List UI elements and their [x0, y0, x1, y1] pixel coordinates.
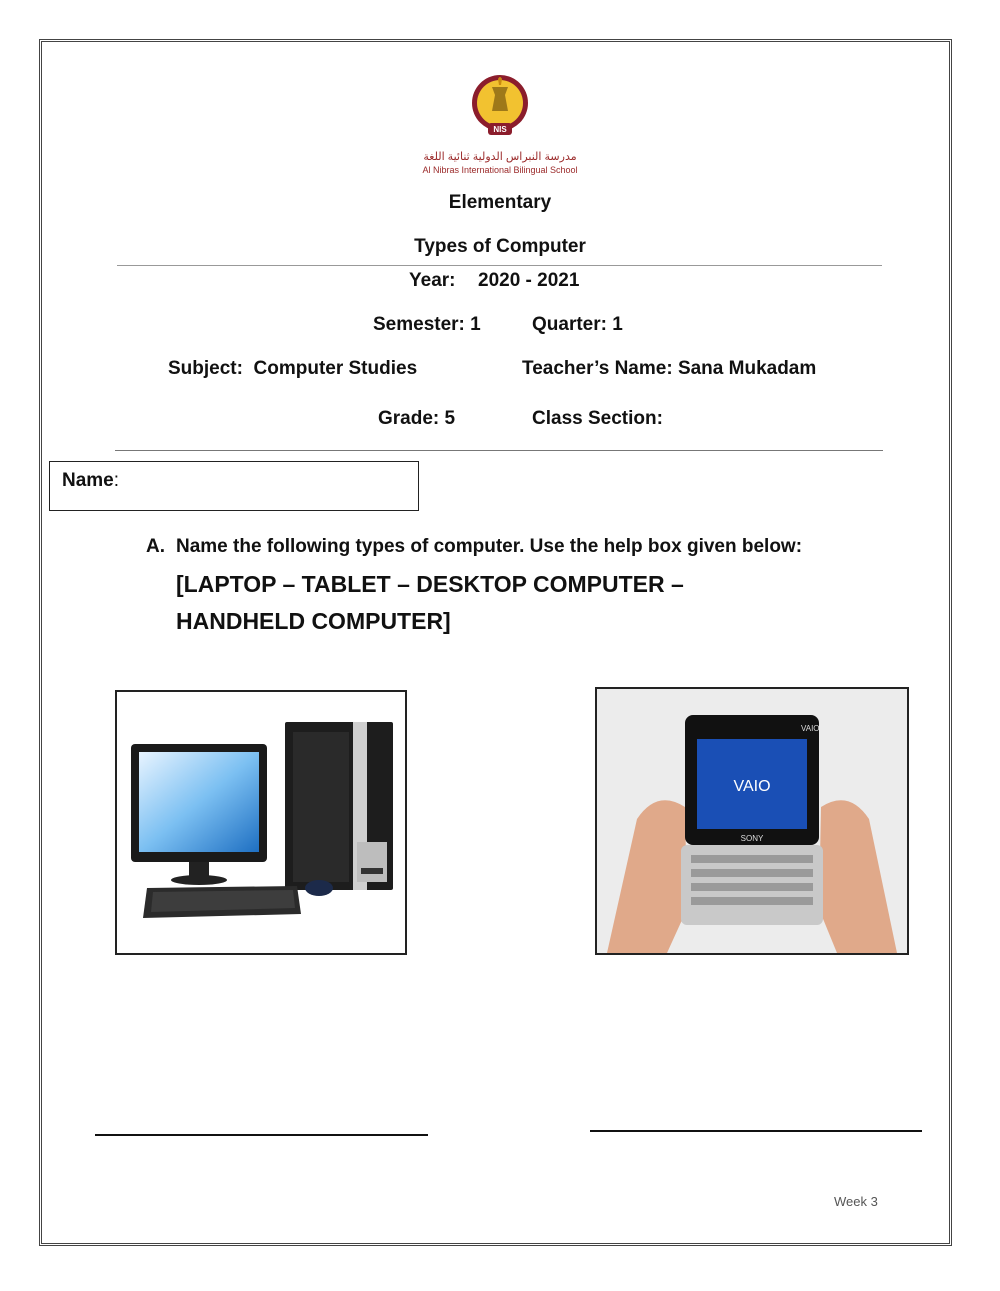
handheld-computer-image [595, 687, 909, 955]
divider-top [117, 265, 882, 266]
desktop-computer-illustration [117, 692, 405, 953]
class-section: Class Section: [532, 408, 663, 429]
help-box: [LAPTOP – TABLET – DESKTOP COMPUTER – HANDHELD COMPUTER] [176, 571, 684, 634]
grade: Grade: 5 [378, 408, 456, 429]
handheld-computer-illustration [597, 689, 907, 953]
year-label: Year: [409, 270, 456, 291]
answer-line-left[interactable] [95, 1134, 428, 1136]
week-label: Week 3 [834, 1194, 878, 1209]
school-logo [470, 73, 530, 139]
name-colon: : [113, 470, 120, 491]
answer-line-right[interactable] [590, 1130, 922, 1132]
handheld-brand-top: VAIO [801, 724, 820, 733]
school-name-arabic: مدرسة النبراس الدولية ثنائية اللغة [423, 151, 577, 163]
question-letter: A. [146, 536, 165, 557]
year-value: 2020 - 2021 [478, 270, 580, 291]
subject: Subject: Computer Studies [168, 358, 418, 379]
semester: Semester: 1 [373, 314, 481, 335]
desktop-computer-image [115, 690, 407, 955]
question-text: Name the following types of computer. Use the help box given below: [176, 536, 803, 557]
level-heading: Elementary [448, 192, 552, 213]
school-name-english: Al Nibras International Bilingual School [422, 165, 578, 175]
divider-bottom [115, 450, 883, 451]
name-field[interactable] [49, 461, 419, 511]
topic-heading: Types of Computer [414, 236, 586, 257]
page-border [39, 39, 952, 1246]
name-label: Name [62, 470, 114, 491]
teacher-name: Teacher’s Name: Sana Mukadam [522, 358, 817, 379]
handheld-screen-logo: VAIO [733, 778, 771, 795]
logo-text: NIS [493, 125, 507, 134]
handheld-maker: SONY [740, 834, 764, 843]
quarter: Quarter: 1 [532, 314, 623, 335]
